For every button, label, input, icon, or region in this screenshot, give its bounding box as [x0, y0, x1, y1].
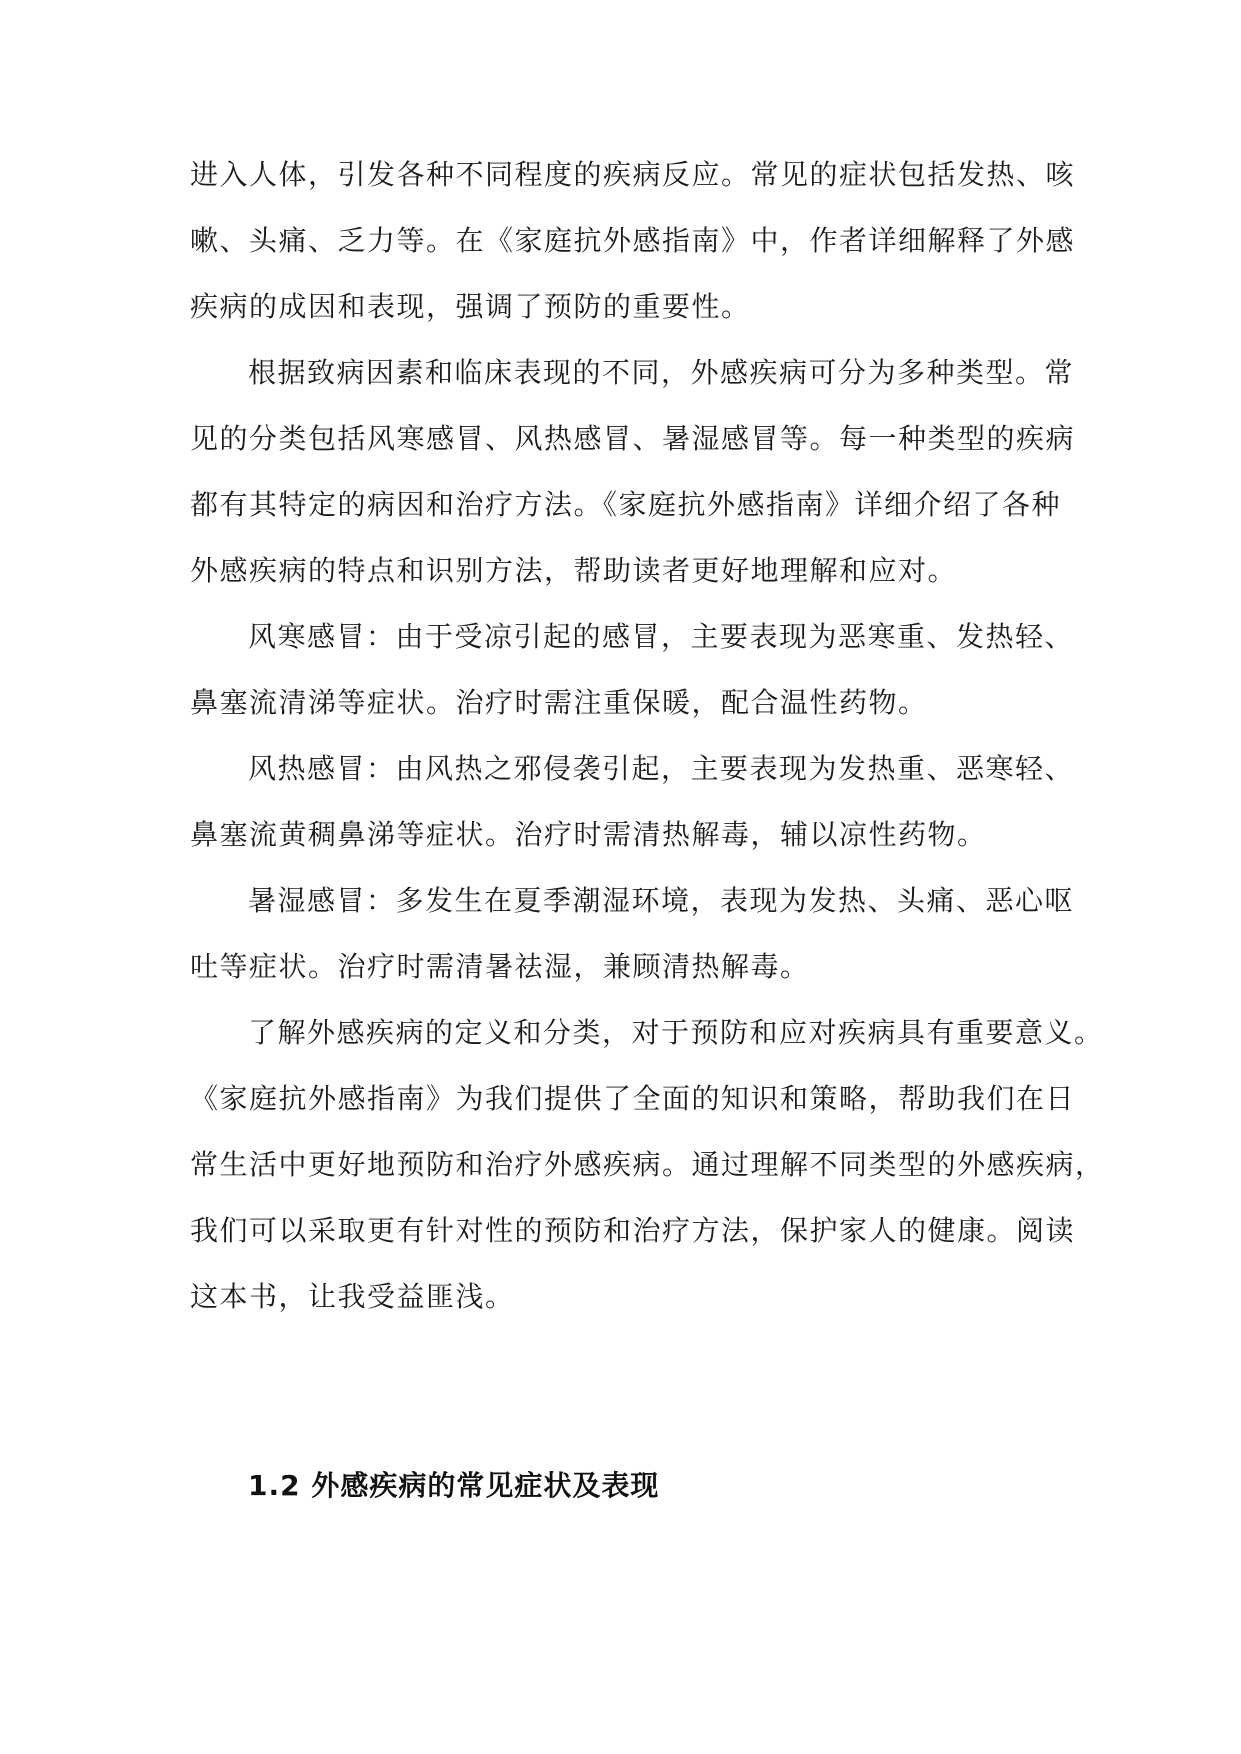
- paragraph: [190, 340, 1076, 604]
- text-line: 鼻塞流黄稠鼻涕等症状。治疗时需清热解毒，辅以凉性药物。: [190, 818, 987, 851]
- text-line: 疾病的成因和表现，强调了预防的重要性。: [190, 290, 751, 323]
- paragraph: [190, 604, 1075, 736]
- text-line: 见的分类包括风寒感冒、风热感冒、暑湿感冒等。每一种类型的疾病: [190, 422, 1076, 455]
- text-line: 都有其特定的病因和治疗方法。《家庭抗外感指南》详细介绍了各种: [190, 488, 1062, 521]
- text-line: 我们可以采取更有针对性的预防和治疗方法，保护家人的健康。阅读: [190, 1214, 1076, 1247]
- body-text: [190, 142, 1105, 1330]
- text-line: 了解外感疾病的定义和分类，对于预防和应对疾病具有重要意义。: [248, 1016, 1104, 1049]
- section-heading: 1.2 外感疾病的常见症状及表现: [248, 1469, 660, 1502]
- paragraph: [190, 1000, 1105, 1330]
- text-line: 嗽、头痛、乏力等。在《家庭抗外感指南》中，作者详细解释了外感: [190, 224, 1076, 257]
- paragraph: [190, 868, 1075, 1000]
- text-line: 根据致病因素和临床表现的不同，外感疾病可分为多种类型。常: [248, 356, 1075, 389]
- text-line: 《家庭抗外感指南》为我们提供了全面的知识和策略，帮助我们在日: [190, 1082, 1076, 1115]
- text-line: 进入人体，引发各种不同程度的疾病反应。常见的症状包括发热、咳: [190, 158, 1076, 191]
- text-line: 暑湿感冒：多发生在夏季潮湿环境，表现为发热、头痛、恶心呕: [248, 884, 1075, 917]
- paragraph: [190, 142, 1076, 340]
- text-line: 风热感冒：由风热之邪侵袭引起，主要表现为发热重、恶寒轻、: [248, 752, 1075, 785]
- paragraph: [190, 736, 1075, 868]
- text-line: 外感疾病的特点和识别方法，帮助读者更好地理解和应对。: [190, 554, 958, 587]
- text-line: 鼻塞流清涕等症状。治疗时需注重保暖，配合温性药物。: [190, 686, 928, 719]
- text-line: 吐等症状。治疗时需清暑祛湿，兼顾清热解毒。: [190, 950, 810, 983]
- text-line: 常生活中更好地预防和治疗外感疾病。通过理解不同类型的外感疾病，: [190, 1148, 1105, 1181]
- text-line: 这本书，让我受益匪浅。: [190, 1280, 515, 1313]
- text-line: 风寒感冒：由于受凉引起的感冒，主要表现为恶寒重、发热轻、: [248, 620, 1075, 653]
